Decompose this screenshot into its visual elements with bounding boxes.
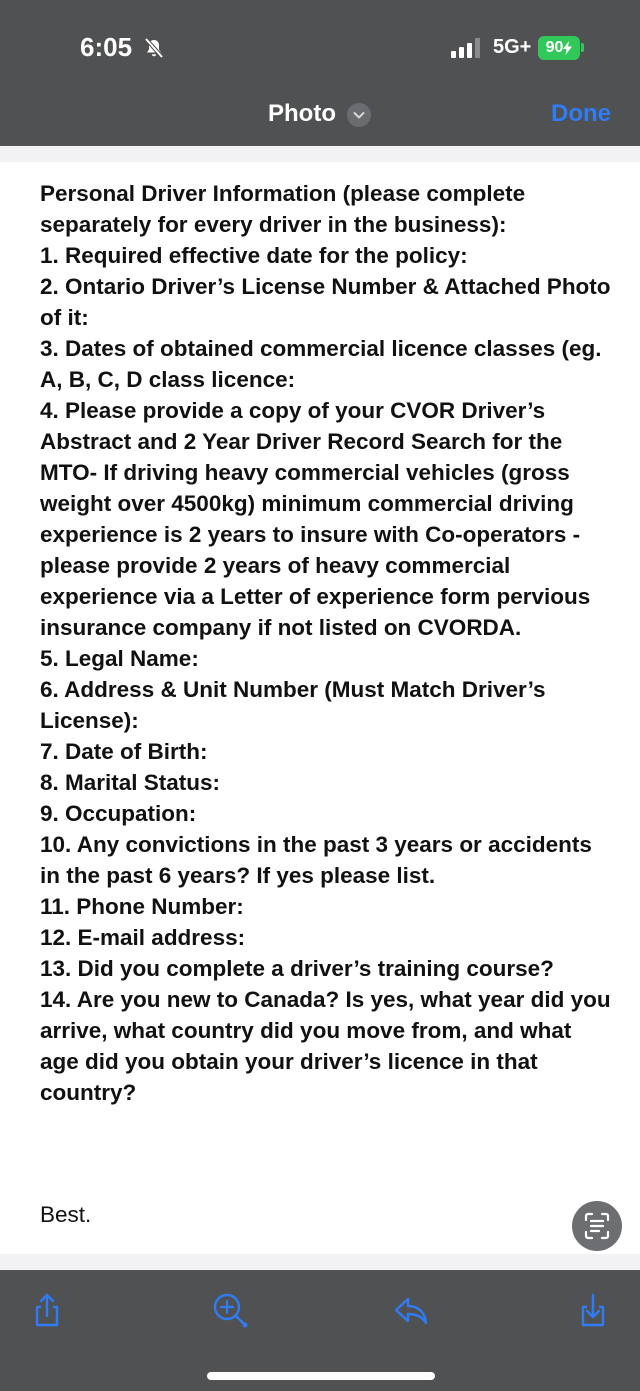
status-bar xyxy=(0,0,640,90)
bottom-toolbar xyxy=(0,1270,640,1391)
doc-line: 5. Legal Name: xyxy=(40,646,199,671)
doc-line: 1. Required effective date for the policy: xyxy=(40,243,468,268)
photo-content xyxy=(0,162,640,1254)
signal-icon xyxy=(451,38,483,58)
visual-lookup-icon xyxy=(210,1290,250,1330)
doc-line: 7. Date of Birth: xyxy=(40,739,208,764)
share-button[interactable] xyxy=(27,1290,67,1330)
doc-line: 11. Phone Number: xyxy=(40,894,244,919)
reply-button[interactable] xyxy=(392,1290,432,1330)
share-icon xyxy=(27,1290,67,1330)
live-text-icon xyxy=(572,1201,622,1251)
status-time: 6:05 xyxy=(80,32,133,62)
doc-line: 8. Marital Status: xyxy=(40,770,221,795)
doc-line: 6. Address & Unit Number (Must Match Driver’s License): xyxy=(40,677,546,733)
doc-line: 12. E-mail address: xyxy=(40,925,246,950)
live-text-button[interactable] xyxy=(572,1201,622,1251)
chevron-down-icon[interactable] xyxy=(347,103,371,127)
doc-line: 4. Please provide a copy of your CVOR Driver’s Abstract and 2 Year Driver Record Search for the MTO- If driving heavy commercial vehicles (gross weight over 4500kg) minimum commercial driving experience is 2 years to insure with Co-operators - please provide 2 years of heavy commercial experience via a Letter of experience form pervious insurance company if not listed on CVORDA. xyxy=(40,398,591,640)
battery-level: 90 xyxy=(545,39,564,56)
doc-line: 3. Dates of obtained commercial licence classes (eg. A, B, C, D class licence: xyxy=(40,336,602,392)
doc-line: Personal Driver Information (please complete separately for every driver in the business): xyxy=(40,181,526,237)
bell-off-icon xyxy=(143,37,165,59)
divider xyxy=(0,146,640,163)
save-button[interactable] xyxy=(573,1290,613,1330)
nav-bar xyxy=(0,90,640,146)
battery-tip xyxy=(581,43,584,52)
doc-line: 10. Any convictions in the past 3 years or accidents in the past 6 years? If yes please list. xyxy=(40,832,592,888)
doc-line: 14. Are you new to Canada? Is yes, what year did you arrive, what country did you move from, and what age did you obtain your driver’s licence in that country? xyxy=(40,987,611,1105)
nav-title[interactable]: Photo xyxy=(268,100,336,127)
visual-lookup-button[interactable] xyxy=(210,1290,250,1330)
done-button[interactable]: Done xyxy=(551,100,611,127)
reply-icon xyxy=(392,1290,432,1330)
sign-off: Best. xyxy=(40,1202,92,1227)
save-icon xyxy=(573,1290,613,1330)
network-type: 5G+ xyxy=(493,36,532,58)
doc-line: 2. Ontario Driver’s License Number & Attached Photo of it: xyxy=(40,274,611,330)
document-text xyxy=(40,178,615,1108)
bolt-icon xyxy=(563,41,572,55)
bottom-edge xyxy=(0,1254,640,1270)
doc-line: 9. Occupation: xyxy=(40,801,197,826)
home-indicator xyxy=(207,1372,435,1380)
doc-line: 13. Did you complete a driver’s training course? xyxy=(40,956,554,981)
battery-indicator xyxy=(538,36,580,60)
